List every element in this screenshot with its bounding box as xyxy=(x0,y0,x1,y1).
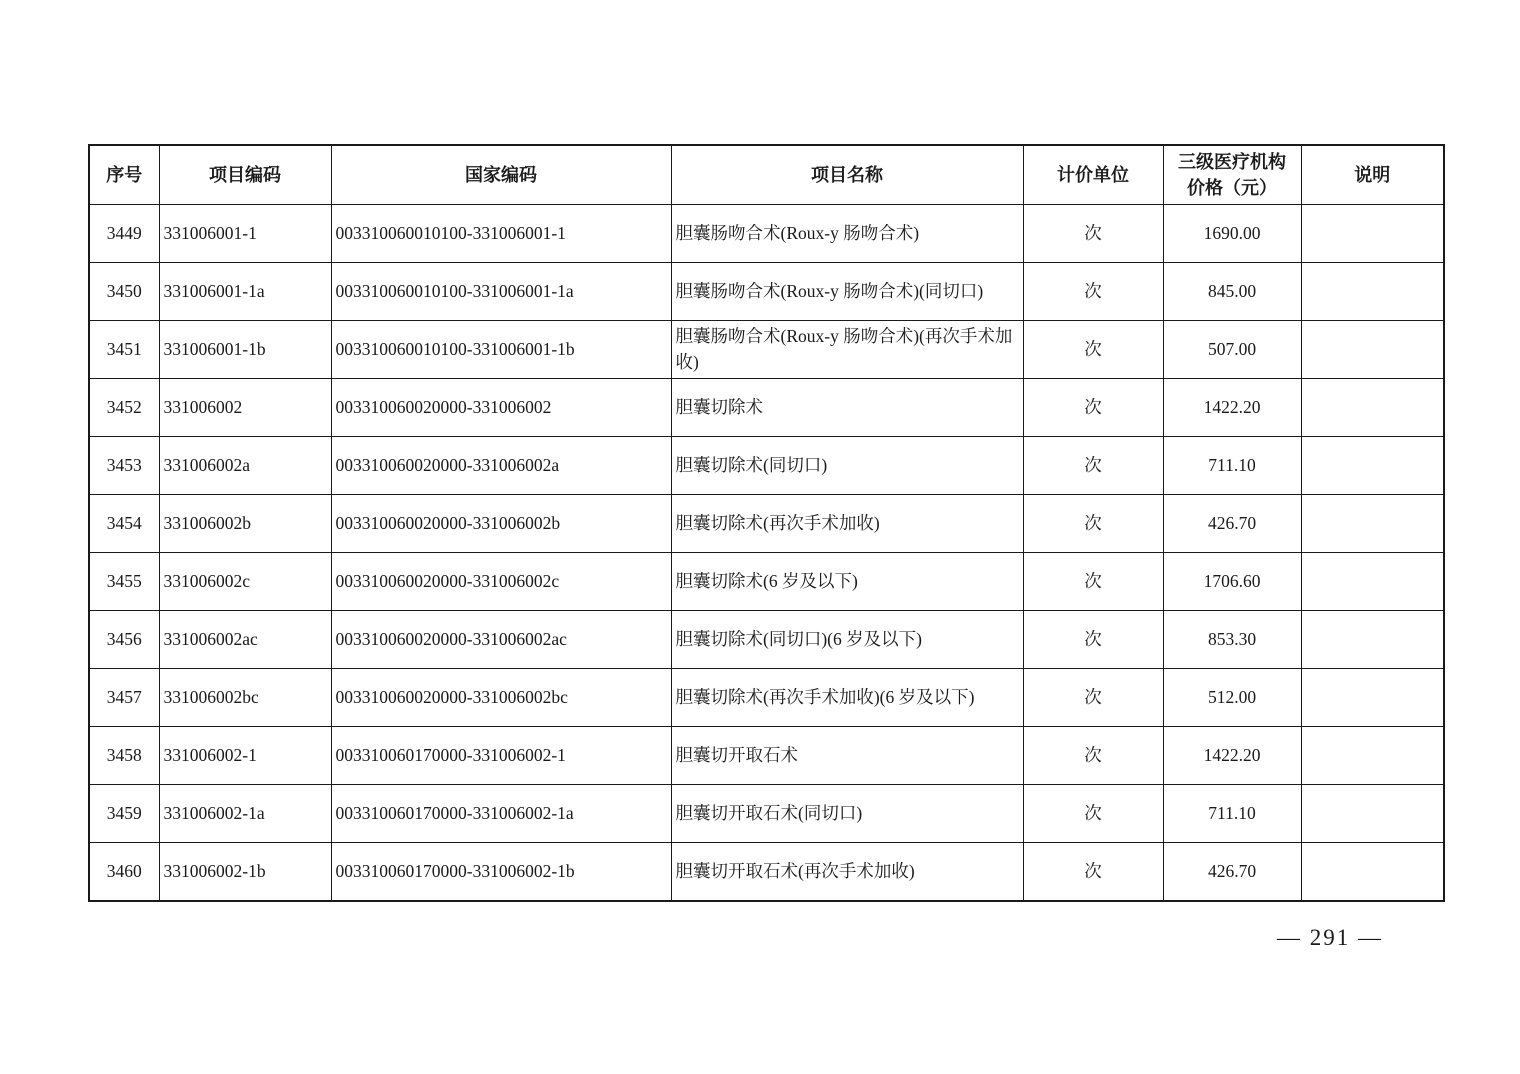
header-unit: 计价单位 xyxy=(1023,145,1163,205)
cell-seq: 3458 xyxy=(89,727,159,785)
cell-item-code: 331006002a xyxy=(159,437,331,495)
cell-item-code: 331006001-1b xyxy=(159,321,331,379)
cell-note xyxy=(1301,843,1444,902)
cell-price: 711.10 xyxy=(1163,785,1301,843)
medical-price-table xyxy=(88,144,1445,902)
cell-seq: 3455 xyxy=(89,553,159,611)
cell-price: 853.30 xyxy=(1163,611,1301,669)
cell-price: 711.10 xyxy=(1163,437,1301,495)
cell-national-code: 003310060020000-331006002ac xyxy=(331,611,671,669)
cell-unit: 次 xyxy=(1023,611,1163,669)
cell-national-code: 003310060020000-331006002 xyxy=(331,379,671,437)
cell-item-name: 胆囊切除术(同切口)(6 岁及以下) xyxy=(671,611,1023,669)
cell-price: 845.00 xyxy=(1163,263,1301,321)
cell-item-name: 胆囊肠吻合术(Roux-y 肠吻合术)(再次手术加收) xyxy=(671,321,1023,379)
cell-seq: 3460 xyxy=(89,843,159,902)
cell-unit: 次 xyxy=(1023,379,1163,437)
cell-unit: 次 xyxy=(1023,843,1163,902)
cell-note xyxy=(1301,611,1444,669)
cell-note xyxy=(1301,727,1444,785)
cell-national-code: 003310060020000-331006002bc xyxy=(331,669,671,727)
cell-national-code: 003310060010100-331006001-1a xyxy=(331,263,671,321)
header-note: 说明 xyxy=(1301,145,1444,205)
cell-item-name: 胆囊切除术(再次手术加收) xyxy=(671,495,1023,553)
cell-unit: 次 xyxy=(1023,669,1163,727)
table-row xyxy=(89,553,1444,611)
cell-seq: 3449 xyxy=(89,205,159,263)
header-item-code: 项目编码 xyxy=(159,145,331,205)
cell-item-name: 胆囊肠吻合术(Roux-y 肠吻合术)(同切口) xyxy=(671,263,1023,321)
cell-unit: 次 xyxy=(1023,785,1163,843)
cell-seq: 3457 xyxy=(89,669,159,727)
cell-price: 426.70 xyxy=(1163,495,1301,553)
cell-unit: 次 xyxy=(1023,553,1163,611)
cell-item-code: 331006002 xyxy=(159,379,331,437)
cell-seq: 3456 xyxy=(89,611,159,669)
cell-national-code: 003310060170000-331006002-1 xyxy=(331,727,671,785)
cell-item-name: 胆囊切除术(同切口) xyxy=(671,437,1023,495)
cell-price: 1422.20 xyxy=(1163,379,1301,437)
cell-item-name: 胆囊切开取石术(同切口) xyxy=(671,785,1023,843)
header-national-code: 国家编码 xyxy=(331,145,671,205)
cell-item-name: 胆囊肠吻合术(Roux-y 肠吻合术) xyxy=(671,205,1023,263)
cell-item-name: 胆囊切除术 xyxy=(671,379,1023,437)
table-row xyxy=(89,321,1444,379)
cell-seq: 3452 xyxy=(89,379,159,437)
header-price-line1: 三级医疗机构 xyxy=(1178,151,1286,172)
table-row xyxy=(89,669,1444,727)
cell-seq: 3453 xyxy=(89,437,159,495)
cell-price: 1422.20 xyxy=(1163,727,1301,785)
cell-item-name: 胆囊切除术(6 岁及以下) xyxy=(671,553,1023,611)
cell-note xyxy=(1301,495,1444,553)
table-row xyxy=(89,205,1444,263)
table-row xyxy=(89,611,1444,669)
cell-item-code: 331006002-1a xyxy=(159,785,331,843)
cell-note xyxy=(1301,669,1444,727)
table-row xyxy=(89,843,1444,902)
cell-price: 512.00 xyxy=(1163,669,1301,727)
cell-unit: 次 xyxy=(1023,321,1163,379)
cell-item-code: 331006002-1 xyxy=(159,727,331,785)
table-row xyxy=(89,379,1444,437)
cell-item-code: 331006002ac xyxy=(159,611,331,669)
cell-national-code: 003310060010100-331006001-1b xyxy=(331,321,671,379)
cell-item-code: 331006001-1 xyxy=(159,205,331,263)
table-row xyxy=(89,437,1444,495)
cell-seq: 3450 xyxy=(89,263,159,321)
header-item-name: 项目名称 xyxy=(671,145,1023,205)
cell-item-code: 331006002b xyxy=(159,495,331,553)
cell-seq: 3451 xyxy=(89,321,159,379)
cell-unit: 次 xyxy=(1023,495,1163,553)
cell-price: 1706.60 xyxy=(1163,553,1301,611)
cell-price: 507.00 xyxy=(1163,321,1301,379)
header-seq: 序号 xyxy=(89,145,159,205)
cell-item-code: 331006002bc xyxy=(159,669,331,727)
cell-unit: 次 xyxy=(1023,727,1163,785)
cell-price: 1690.00 xyxy=(1163,205,1301,263)
table-header-row xyxy=(89,145,1444,205)
table-row xyxy=(89,727,1444,785)
cell-note xyxy=(1301,785,1444,843)
cell-item-code: 331006002-1b xyxy=(159,843,331,902)
header-price xyxy=(1163,145,1301,205)
cell-unit: 次 xyxy=(1023,205,1163,263)
cell-note xyxy=(1301,321,1444,379)
cell-national-code: 003310060170000-331006002-1b xyxy=(331,843,671,902)
cell-item-name: 胆囊切开取石术(再次手术加收) xyxy=(671,843,1023,902)
cell-item-name: 胆囊切除术(再次手术加收)(6 岁及以下) xyxy=(671,669,1023,727)
cell-unit: 次 xyxy=(1023,263,1163,321)
cell-note xyxy=(1301,205,1444,263)
cell-note xyxy=(1301,437,1444,495)
cell-item-code: 331006002c xyxy=(159,553,331,611)
table-row xyxy=(89,785,1444,843)
cell-seq: 3459 xyxy=(89,785,159,843)
cell-national-code: 003310060170000-331006002-1a xyxy=(331,785,671,843)
page-number: — 291 — xyxy=(1277,925,1383,950)
table-row xyxy=(89,495,1444,553)
cell-national-code: 003310060020000-331006002a xyxy=(331,437,671,495)
cell-note xyxy=(1301,553,1444,611)
header-price-line2: 价格（元） xyxy=(1187,178,1277,198)
cell-national-code: 003310060020000-331006002c xyxy=(331,553,671,611)
cell-note xyxy=(1301,379,1444,437)
cell-unit: 次 xyxy=(1023,437,1163,495)
cell-item-name: 胆囊切开取石术 xyxy=(671,727,1023,785)
cell-national-code: 003310060010100-331006001-1 xyxy=(331,205,671,263)
cell-item-code: 331006001-1a xyxy=(159,263,331,321)
cell-seq: 3454 xyxy=(89,495,159,553)
cell-national-code: 003310060020000-331006002b xyxy=(331,495,671,553)
cell-price: 426.70 xyxy=(1163,843,1301,902)
cell-note xyxy=(1301,263,1444,321)
table-row xyxy=(89,263,1444,321)
